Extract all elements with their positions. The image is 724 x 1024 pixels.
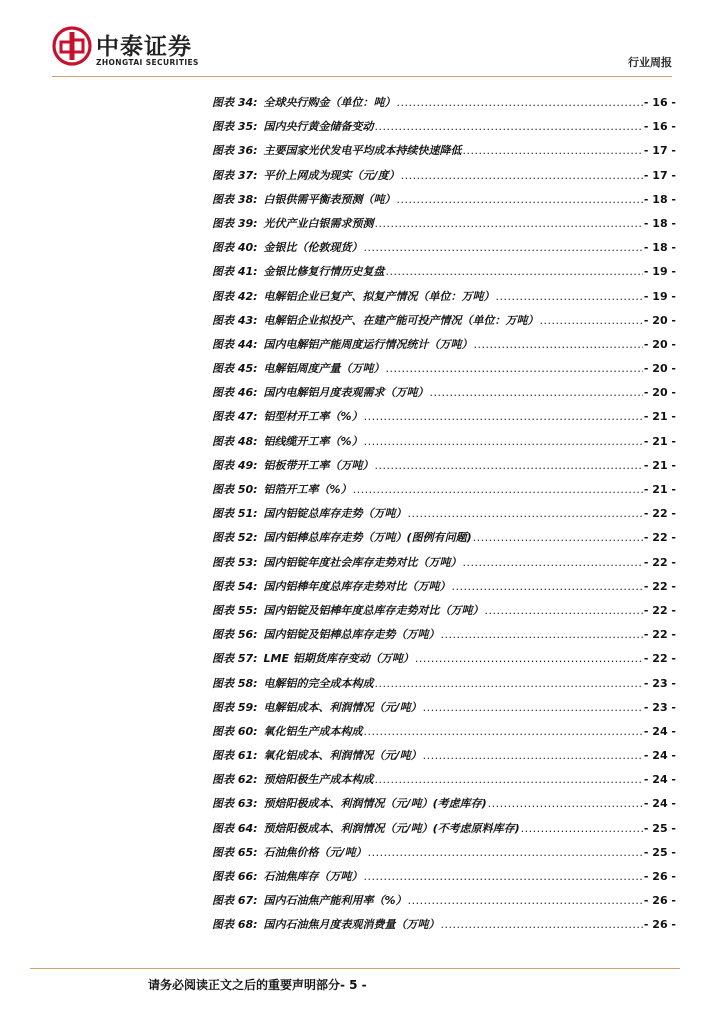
toc-entry-label: 图表 53: (212, 555, 258, 569)
toc-entry-page: - 19 - (643, 265, 676, 279)
toc-entry-title: 国内电解铝月度表观需求（万吨） (263, 386, 429, 400)
toc-entry[interactable] (212, 360, 676, 384)
toc-entry-title: 电解铝成本、利润情况（元/吨） (263, 700, 422, 714)
toc-dot-leader (364, 435, 643, 448)
toc-entry[interactable] (212, 384, 676, 408)
toc-entry-page: - 17 - (643, 168, 676, 182)
toc-dot-leader (364, 870, 643, 883)
toc-dot-leader (364, 241, 643, 254)
toc-entry-title: 铝型材开工率（%） (263, 410, 363, 424)
toc-entry-label: 图表 43: (212, 313, 258, 327)
toc-entry-page: - 24 - (643, 797, 676, 811)
company-logo (52, 26, 222, 72)
toc-dot-leader (474, 338, 643, 351)
toc-entry-title: 电解铝周度产量（万吨） (263, 362, 385, 376)
toc-entry[interactable] (212, 505, 676, 529)
toc-entry-page: - 26 - (643, 918, 676, 932)
toc-entry-page: - 20 - (643, 386, 676, 400)
toc-entry-label: 图表 47: (212, 410, 258, 424)
toc-entry-page: - 21 - (643, 410, 676, 424)
toc-entry-label: 图表 37: (212, 168, 258, 182)
toc-entry-label: 图表 52: (212, 531, 258, 545)
toc-dot-leader (375, 677, 643, 690)
toc-dot-leader (386, 362, 643, 375)
toc-entry-title: 预焙阳极成本、利润情况（元/吨）(不考虑原料库存) (263, 821, 520, 835)
toc-dot-leader (485, 604, 643, 617)
toc-entry-title: 国内铝锭及铝棒年度总库存走势对比（万吨） (263, 603, 484, 617)
toc-entry-page: - 22 - (643, 531, 676, 545)
toc-entry-label: 图表 63: (212, 797, 258, 811)
toc-entry-title: 氧化铝生产成本构成 (263, 724, 363, 738)
toc-entry[interactable] (212, 312, 676, 336)
toc-entry-label: 图表 56: (212, 628, 258, 642)
toc-entry-label: 图表 65: (212, 845, 258, 859)
toc-dot-leader (463, 144, 643, 157)
toc-entry-label: 图表 36: (212, 144, 258, 158)
toc-entry[interactable] (212, 142, 676, 166)
toc-entry-label: 图表 41: (212, 265, 258, 279)
toc-entry-label: 图表 49: (212, 458, 258, 472)
toc-entry-title: 铝板带开工率（万吨） (263, 458, 374, 472)
toc-dot-leader (353, 483, 643, 496)
toc-dot-leader (430, 386, 643, 399)
toc-entry-title: 国内铝棒年度总库存走势对比（万吨） (263, 579, 451, 593)
toc-entry[interactable] (212, 118, 676, 142)
toc-entry-page: - 22 - (643, 555, 676, 569)
toc-dot-leader (540, 314, 643, 327)
toc-entry-page: - 18 - (643, 192, 676, 206)
toc-entry-label: 图表 58: (212, 676, 258, 690)
toc-entry-title: 金银比修复行情历史复盘 (263, 265, 385, 279)
toc-entry-title: 国内石油焦产能利用率（%） (263, 894, 407, 908)
toc-entry-title: 光伏产业白银需求预测 (263, 216, 374, 230)
toc-dot-leader (375, 773, 643, 786)
page-header (0, 0, 724, 80)
toc-dot-leader (452, 580, 643, 593)
toc-entry-title: 国内铝棒总库存走势（万吨）(图例有问题) (263, 531, 472, 545)
toc-entry-title: 石油焦库存（万吨） (263, 870, 363, 883)
toc-entry-title: 国内铝锭及铝棒总库存走势（万吨） (263, 628, 440, 642)
toc-entry-title: 全球央行购金（单位：吨） (263, 96, 396, 109)
toc-entry-title: 石油焦价格（元/吨） (263, 845, 367, 859)
toc-dot-leader (415, 652, 643, 665)
toc-entry-title: 铝线缆开工率（%） (263, 434, 363, 448)
toc-entry-page: - 26 - (643, 870, 676, 883)
toc-entry-label: 图表 46: (212, 386, 258, 400)
toc-entry-label: 图表 55: (212, 603, 258, 617)
toc-entry-label: 图表 60: (212, 724, 258, 738)
toc-entry-page: - 25 - (643, 845, 676, 859)
toc-entry-label: 图表 68: (212, 918, 258, 932)
toc-dot-leader (397, 96, 643, 109)
toc-entry[interactable] (212, 747, 676, 771)
toc-entry-page: - 20 - (643, 337, 676, 351)
toc-entry[interactable] (212, 336, 676, 360)
toc-entry[interactable] (212, 699, 676, 723)
toc-dot-leader (375, 459, 643, 472)
toc-entry-title: 电解铝的完全成本构成 (263, 676, 374, 690)
toc-entry-page: - 24 - (643, 773, 676, 787)
toc-entry-page: - 22 - (643, 579, 676, 593)
toc-entry-page: - 24 - (643, 749, 676, 763)
toc-entry-page: - 16 - (643, 120, 676, 134)
toc-entry[interactable] (212, 433, 676, 457)
toc-entry-label: 图表 35: (212, 120, 258, 134)
toc-entry-title: 预焙阳极生产成本构成 (263, 773, 374, 787)
toc-entry-page: - 23 - (643, 676, 676, 690)
toc-entry-label: 图表 61: (212, 749, 258, 763)
toc-entry-title: 金银比（伦敦现货） (263, 241, 363, 255)
toc-entry[interactable] (212, 892, 676, 916)
toc-dot-leader (521, 822, 643, 835)
toc-entry-page: - 26 - (643, 894, 676, 908)
toc-entry[interactable] (212, 554, 676, 578)
toc-entry[interactable] (212, 771, 676, 795)
toc-entry-label: 图表 67: (212, 894, 258, 908)
toc-entry-page: - 25 - (643, 821, 676, 835)
toc-dot-leader (408, 507, 643, 520)
toc-entry-label: 图表 66: (212, 870, 258, 883)
toc-entry-page: - 21 - (643, 483, 676, 496)
toc-entry-title: 国内央行黄金储备变动 (263, 120, 374, 134)
toc-entry[interactable] (212, 408, 676, 432)
toc-dot-leader (364, 410, 643, 423)
toc-entry-title: 国内铝锭年度社会库存走势对比（万吨） (263, 555, 462, 569)
toc-entry-label: 图表 51: (212, 507, 258, 521)
toc-dot-leader (423, 749, 643, 762)
toc-entry[interactable] (212, 263, 676, 287)
toc-dot-leader (364, 725, 643, 738)
report-type-label: 行业周报 (628, 56, 672, 69)
toc-entry[interactable] (212, 916, 676, 940)
toc-entry-page: - 17 - (643, 144, 676, 158)
toc-entry-page: - 19 - (643, 289, 676, 303)
toc-entry-label: 图表 39: (212, 216, 258, 230)
toc-entry-page: - 16 - (643, 96, 676, 109)
toc-dot-leader (408, 894, 643, 907)
logo-text-en: ZHONGTAI SECURITIES (96, 58, 199, 67)
toc-entry-label: 图表 48: (212, 434, 258, 448)
toc-entry-page: - 20 - (643, 313, 676, 327)
toc-entry-page: - 22 - (643, 652, 676, 666)
figure-list (212, 94, 676, 941)
toc-entry[interactable] (212, 820, 676, 844)
toc-entry-label: 图表 64: (212, 821, 258, 835)
toc-entry-title: 平价上网成为现实（元/度） (263, 168, 400, 182)
toc-entry-title: 电解铝企业拟投产、在建产能可投产情况（单位：万吨） (263, 313, 539, 327)
toc-entry[interactable] (212, 94, 676, 118)
toc-dot-leader (368, 846, 643, 859)
toc-entry-page: - 18 - (643, 241, 676, 255)
toc-dot-leader (401, 169, 643, 182)
toc-entry-page: - 22 - (643, 507, 676, 521)
toc-dot-leader (397, 193, 643, 206)
toc-entry-page: - 20 - (643, 362, 676, 376)
toc-entry-title: 主要国家光伏发电平均成本持续快速降低 (263, 144, 462, 158)
toc-dot-leader (441, 918, 643, 931)
toc-entry-title: 国内铝锭总库存走势（万吨） (263, 507, 407, 521)
toc-entry-title: 国内电解铝产能周度运行情况统计（万吨） (263, 337, 473, 351)
toc-dot-leader (463, 556, 643, 569)
toc-dot-leader (375, 120, 643, 133)
toc-entry-label: 图表 44: (212, 337, 258, 351)
toc-entry-page: - 21 - (643, 434, 676, 448)
toc-dot-leader (441, 628, 643, 641)
toc-entry[interactable] (212, 288, 676, 312)
toc-dot-leader (473, 531, 643, 544)
toc-entry-label: 图表 59: (212, 700, 258, 714)
toc-entry[interactable] (212, 578, 676, 602)
toc-entry-label: 图表 50: (212, 483, 258, 496)
footer-divider (30, 968, 680, 969)
toc-entry[interactable] (212, 191, 676, 215)
toc-entry-page: - 24 - (643, 724, 676, 738)
toc-entry[interactable] (212, 650, 676, 674)
toc-entry[interactable] (212, 167, 676, 191)
toc-dot-leader (375, 217, 643, 230)
toc-entry[interactable] (212, 795, 676, 819)
toc-entry-title: LME 铝期货库存变动（万吨） (263, 652, 414, 666)
toc-entry[interactable] (212, 844, 676, 868)
toc-entry-label: 图表 34: (212, 96, 258, 109)
toc-entry-title: 电解铝企业已复产、拟复产情况（单位：万吨） (263, 289, 495, 303)
header-divider (52, 76, 672, 77)
toc-entry-label: 图表 45: (212, 362, 258, 376)
zhongtai-logo-icon (52, 26, 92, 66)
toc-entry-title: 预焙阳极成本、利润情况（元/吨）(考虑库存) (263, 797, 487, 811)
toc-entry-title: 氧化铝成本、利润情况（元/吨） (263, 749, 422, 763)
toc-entry-page: - 23 - (643, 700, 676, 714)
toc-entry[interactable] (212, 239, 676, 263)
toc-entry-label: 图表 38: (212, 192, 258, 206)
toc-entry-label: 图表 42: (212, 289, 258, 303)
toc-entry-page: - 21 - (643, 458, 676, 472)
footer-disclaimer: 请务必阅读正文之后的重要声明部分- 5 - (148, 978, 367, 992)
toc-dot-leader (488, 797, 643, 810)
toc-entry-title: 铝箔开工率（%） (263, 483, 352, 496)
toc-entry[interactable] (212, 457, 676, 481)
toc-dot-leader (386, 265, 643, 278)
toc-entry[interactable] (212, 602, 676, 626)
toc-entry-title: 白银供需平衡表预测（吨） (263, 192, 396, 206)
toc-entry[interactable] (212, 626, 676, 650)
toc-entry-label: 图表 54: (212, 579, 258, 593)
toc-entry[interactable] (212, 868, 676, 892)
toc-dot-leader (496, 290, 643, 303)
toc-entry[interactable] (212, 481, 676, 505)
toc-entry-label: 图表 62: (212, 773, 258, 787)
toc-entry-page: - 18 - (643, 216, 676, 230)
toc-entry[interactable] (212, 723, 676, 747)
toc-entry-title: 国内石油焦月度表观消费量（万吨） (263, 918, 440, 932)
logo-text-cn: 中泰证券 (96, 34, 192, 60)
toc-entry-page: - 22 - (643, 603, 676, 617)
toc-entry-label: 图表 57: (212, 652, 258, 666)
toc-entry[interactable] (212, 675, 676, 699)
toc-entry[interactable] (212, 529, 676, 553)
toc-entry-label: 图表 40: (212, 241, 258, 255)
toc-entry[interactable] (212, 215, 676, 239)
toc-entry-page: - 22 - (643, 628, 676, 642)
toc-dot-leader (423, 701, 643, 714)
